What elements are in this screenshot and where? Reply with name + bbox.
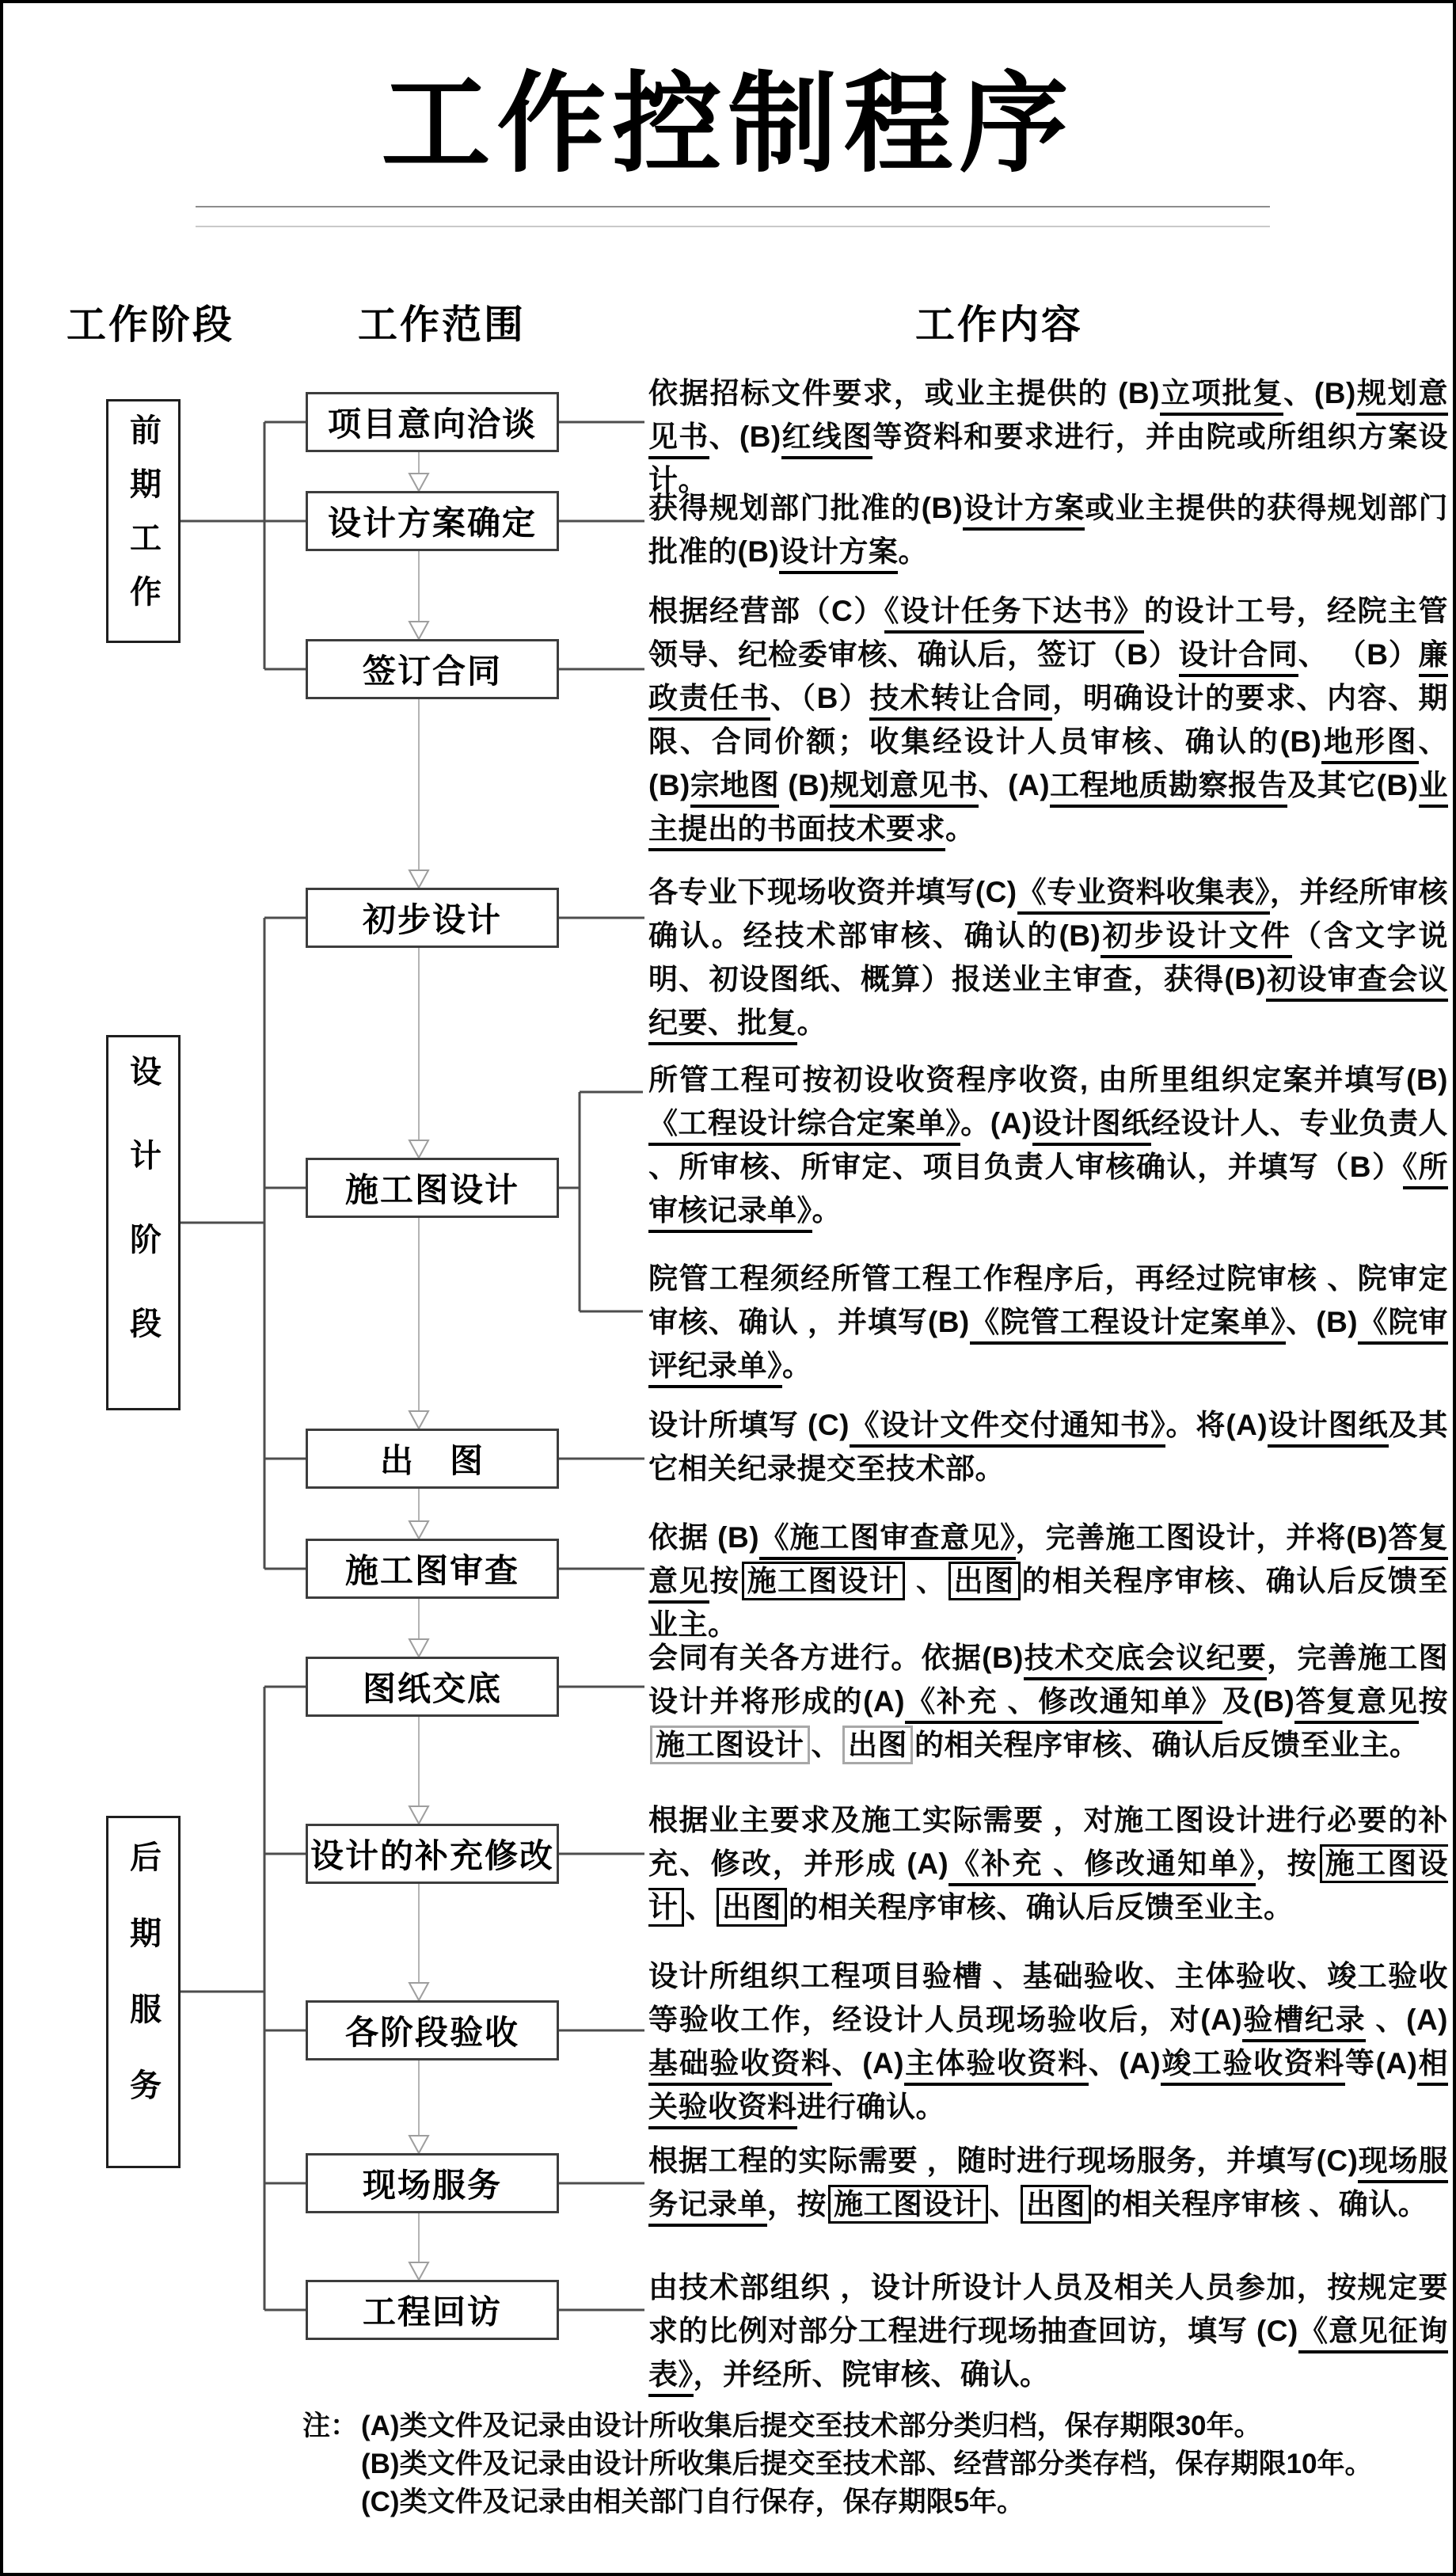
content-block-issue-drawings <box>648 1403 1448 1490</box>
content-block-drawing-review <box>648 1516 1448 1646</box>
step-box-issue-drawings: 出 图 <box>306 1429 559 1489</box>
step-box-project-intent-talks: 项目意向洽谈 <box>306 392 559 452</box>
plain-text: 。(A) <box>960 1107 1032 1140</box>
plain-text: ，明确设计的要求、内容、期限、合同价额；收集经设计人员审核、确认的(B) <box>648 682 1448 758</box>
step-box-site-service: 现场服务 <box>306 2153 559 2213</box>
boxed-step-reference: 施工图设计 <box>650 1726 810 1764</box>
plain-text: 的相关程序审核、确认后反馈至业主。 <box>789 1891 1294 1923</box>
underlined-term: 《设计文件交付通知书》 <box>850 1409 1166 1448</box>
plain-text: 、(B) <box>1286 1306 1359 1338</box>
content-block-supplement-modify <box>648 1798 1448 1929</box>
underlined-term: 《施工图审查意见》 <box>759 1521 1016 1560</box>
plain-text: 根据工程的实际需要 ，随时进行现场服务，并填写(C) <box>648 2144 1359 2177</box>
underlined-term: 技术交底会议纪要 <box>1024 1642 1267 1680</box>
plain-text: 进行确认。 <box>796 2091 945 2123</box>
underlined-term: 设计合同 <box>1179 638 1298 677</box>
step-box-design-supplement-modify: 设计的补充修改 <box>306 1824 559 1884</box>
plain-text: 等(A) <box>1344 2047 1418 2079</box>
underlined-term: 红线图 <box>781 420 873 459</box>
boxed-step-reference: 施工图设计 <box>648 1844 1448 1927</box>
plain-text: 。 <box>945 812 975 845</box>
underlined-term: 技术转让合同 <box>869 682 1052 721</box>
underlined-term: 《院管工程设计定案单》 <box>970 1306 1287 1345</box>
content-block-design-scheme <box>648 486 1448 573</box>
underlined-term: 《院审评纪录单》 <box>648 1306 1448 1388</box>
content-block-project-intent <box>648 371 1448 502</box>
note-item-c: (C)类文件及记录由相关部门自行保存，保存期限5年。 <box>361 2487 1025 2517</box>
plain-text: 根据经营部（C） <box>648 595 884 627</box>
underlined-term: 宗地图 <box>690 769 780 808</box>
plain-text: 所管工程可按初设收资程序收资, 由所里组织定案并填写(B) <box>648 1064 1448 1096</box>
underlined-term: 主体验收资料 <box>904 2047 1089 2086</box>
plain-text: 、 (B) <box>648 725 1448 801</box>
plain-text: 院管工程须经所管工程工作程序后，再经过院审核 、院审定审核、确认 ，并填写(B) <box>648 1262 1448 1338</box>
step-box-design-scheme-confirm: 设计方案确定 <box>306 491 559 551</box>
note-line-b <box>302 2445 1373 2483</box>
plain-text: 获得规划部门批准的(B) <box>648 492 964 524</box>
plain-text: 按 <box>709 1565 740 1597</box>
plain-text: 的相关程序审核 、确认。 <box>1093 2188 1428 2220</box>
underlined-term: 《意见征询表》 <box>648 2315 1448 2397</box>
plain-text: 等资料和要求进行，并由院或所组织方案设计。 <box>648 420 1449 497</box>
step-box-drawing-review: 施工图审查 <box>306 1539 559 1599</box>
boxed-step-reference: 出图 <box>842 1726 913 1764</box>
plain-text: 的相关程序审核、确认后反馈至业主。 <box>914 1729 1420 1761</box>
plain-text: 及(B) <box>1222 1685 1295 1718</box>
plain-text: 、 （B） <box>1298 638 1419 671</box>
note-line-c <box>302 2483 1308 2521</box>
plain-text: 、 <box>811 1729 841 1761</box>
underlined-term: 规划意见书 <box>830 769 979 808</box>
column-header-phase: 工作阶段 <box>67 302 234 347</box>
plain-text: 、(B) <box>709 420 781 453</box>
underlined-term: 廉政责任书 <box>648 638 1448 721</box>
underlined-term: 《专业资料收集表》 <box>1017 876 1270 915</box>
step-box-drawing-briefing: 图纸交底 <box>306 1657 559 1717</box>
underlined-term: 基础验收资料 <box>648 2047 832 2086</box>
plain-text: 及其它(B) <box>1287 769 1419 801</box>
column-header-content: 工作内容 <box>915 302 1083 347</box>
plain-text: 由技术部组织 ，设计所设计人员及相关人员参加，按规定要求的比例对部分工程进行现场抽查回访，填写 (C) <box>648 2271 1448 2347</box>
plain-text: 会同有关各方进行。依据(B) <box>648 1642 1024 1674</box>
plain-text: 、(A) <box>978 769 1051 801</box>
boxed-step-reference: 施工图设计 <box>742 1562 906 1600</box>
plain-text: 根据业主要求及施工实际需要 ，对施工图设计进行必要的补充、修改，并形成 (A) <box>648 1804 1448 1880</box>
plain-text: 的设计工号，经院主管领导、纪检委审核、确认后，签订（B） <box>648 595 1448 671</box>
underlined-term: 设计图纸 <box>1268 1409 1388 1448</box>
plain-text: 、(A) <box>831 2047 905 2079</box>
plain-text: 。 <box>898 535 928 568</box>
plain-text: ，按 <box>1256 1847 1318 1880</box>
underlined-term: 初步设计文件 <box>1101 919 1292 958</box>
step-box-project-return-visit: 工程回访 <box>306 2280 559 2340</box>
plain-text: ，按 <box>767 2188 827 2220</box>
content-block-sign-contract <box>648 589 1448 850</box>
plain-text: 。 <box>812 1194 842 1227</box>
step-box-stage-acceptance: 各阶段验收 <box>306 2000 559 2060</box>
plain-text: 、(A) <box>1088 2047 1161 2079</box>
plain-text: 、(B) <box>1283 377 1356 409</box>
plain-text: 的相关程序审核、确认后反馈至业主。 <box>648 1565 1449 1641</box>
underlined-term: 立项批复 <box>1160 377 1283 416</box>
plain-text: ，完善施工图设计并将形成的(A) <box>648 1642 1449 1718</box>
plain-text: 依据 (B) <box>648 1521 760 1554</box>
page-title: 工作控制程序 <box>381 64 1075 185</box>
plain-text: 及其它相关纪录提交至技术部。 <box>648 1409 1449 1485</box>
underlined-term: 业主提出的书面技术要求 <box>648 769 1448 851</box>
plain-text: 、 <box>685 1891 715 1923</box>
plain-text: 按 <box>1418 1685 1449 1718</box>
content-block-cd-design-institute <box>648 1058 1448 1232</box>
step-box-construction-drawing-design: 施工图设计 <box>306 1158 559 1218</box>
plain-text: 。 <box>796 1006 827 1039</box>
plain-text: (B) <box>779 769 831 801</box>
boxed-step-reference: 出图 <box>1021 2185 1091 2224</box>
plain-text: 经设计人、专业负责人 、所审核、所审定、项目负责人审核确认，并填写（B） <box>648 1107 1448 1183</box>
boxed-step-reference: 出图 <box>717 1888 787 1927</box>
plain-text: （含文字说明、初设图纸、概算）报送业主审查，获得(B) <box>648 919 1449 995</box>
plain-text: ，完善施工图设计，并将(B) <box>1015 1521 1389 1554</box>
notes <box>302 2407 1373 2521</box>
note-line-a <box>302 2407 1308 2445</box>
step-box-preliminary-design: 初步设计 <box>306 888 559 948</box>
plain-text: 。将(A) <box>1165 1409 1268 1441</box>
underlined-term: 答复意见 <box>1294 1685 1418 1724</box>
content-block-return-visit <box>648 2266 1448 2396</box>
step-box-sign-contract: 签订合同 <box>306 639 559 699</box>
phase-box-early-work: 前期工作 <box>106 399 181 643</box>
content-block-drawing-briefing <box>648 1636 1448 1767</box>
underlined-term: 《设计任务下达书》 <box>884 595 1144 634</box>
underlined-term: 设计方案 <box>779 535 898 574</box>
underlined-term: 工程地质勘察报告 <box>1050 769 1287 808</box>
content-block-preliminary-design <box>648 870 1448 1044</box>
plain-text: 各专业下现场收资并填写(C) <box>648 876 1017 908</box>
underlined-term: 验槽纪录 <box>1242 2003 1366 2042</box>
underlined-term: 设计方案 <box>963 492 1085 531</box>
underlined-term: 答复意见 <box>648 1521 1448 1604</box>
content-block-cd-design-academy <box>648 1257 1448 1387</box>
phase-box-later-service: 后期服务 <box>106 1816 181 2168</box>
boxed-step-reference: 出图 <box>948 1562 1021 1600</box>
plain-text: 、 <box>907 1565 947 1597</box>
content-block-site-service <box>648 2139 1448 2226</box>
plain-text: 设计所填写 (C) <box>648 1409 850 1441</box>
underlined-term: 规划意见书 <box>648 377 1448 459</box>
underlined-term: 设计图纸 <box>1032 1107 1151 1146</box>
content-block-stage-acceptance <box>648 1954 1448 2129</box>
boxed-step-reference: 施工图设计 <box>828 2185 988 2224</box>
note-item-b: (B)类文件及记录由设计所收集后提交至技术部、经营部分类存档，保存期限10年。 <box>361 2449 1373 2479</box>
column-header-scope: 工作范围 <box>358 302 526 347</box>
plain-text: 、 <box>989 2188 1019 2220</box>
notes-prefix: 注： <box>302 2410 359 2441</box>
plain-text: 、(A) <box>1366 2003 1448 2036</box>
plain-text: 设计所组织工程项目验槽 、基础验收、主体验收、竣工验收等验收工作，经设计人员现场验收后，对(A) <box>648 1960 1448 2036</box>
underlined-term: 初设审查会议纪要、批复 <box>648 963 1448 1045</box>
plain-text: 或业主提供的获得规划部门批准的(B) <box>648 492 1449 568</box>
note-item-a: (A)类文件及记录由设计所收集后提交至技术部分类归档，保存期限30年。 <box>361 2410 1262 2441</box>
plain-text: ，并经所、院审核、确认。 <box>693 2358 1050 2391</box>
underlined-term: 《补充 、修改通知单》 <box>948 1847 1256 1886</box>
plain-text: 依据招标文件要求，或业主提供的 (B) <box>648 377 1160 409</box>
plain-text: ，并经所审核确认。经技术部审核、确认的(B) <box>648 876 1449 952</box>
underlined-term: 《工程设计综合定案单》 <box>648 1107 960 1146</box>
underlined-term: 《所审核记录单》 <box>648 1151 1448 1233</box>
phase-box-design-stage: 设计阶段 <box>106 1035 181 1410</box>
underlined-term: 现场服务记录单 <box>648 2144 1448 2227</box>
underlined-term: 地形图 <box>1321 725 1418 764</box>
underlined-term: 竣工验收资料 <box>1161 2047 1345 2086</box>
underlined-term: 相关验收资料 <box>648 2047 1448 2129</box>
plain-text: 。 <box>782 1349 812 1382</box>
underlined-term: 《补充 、修改通知单》 <box>905 1685 1222 1724</box>
plain-text: 、（B） <box>770 682 870 714</box>
